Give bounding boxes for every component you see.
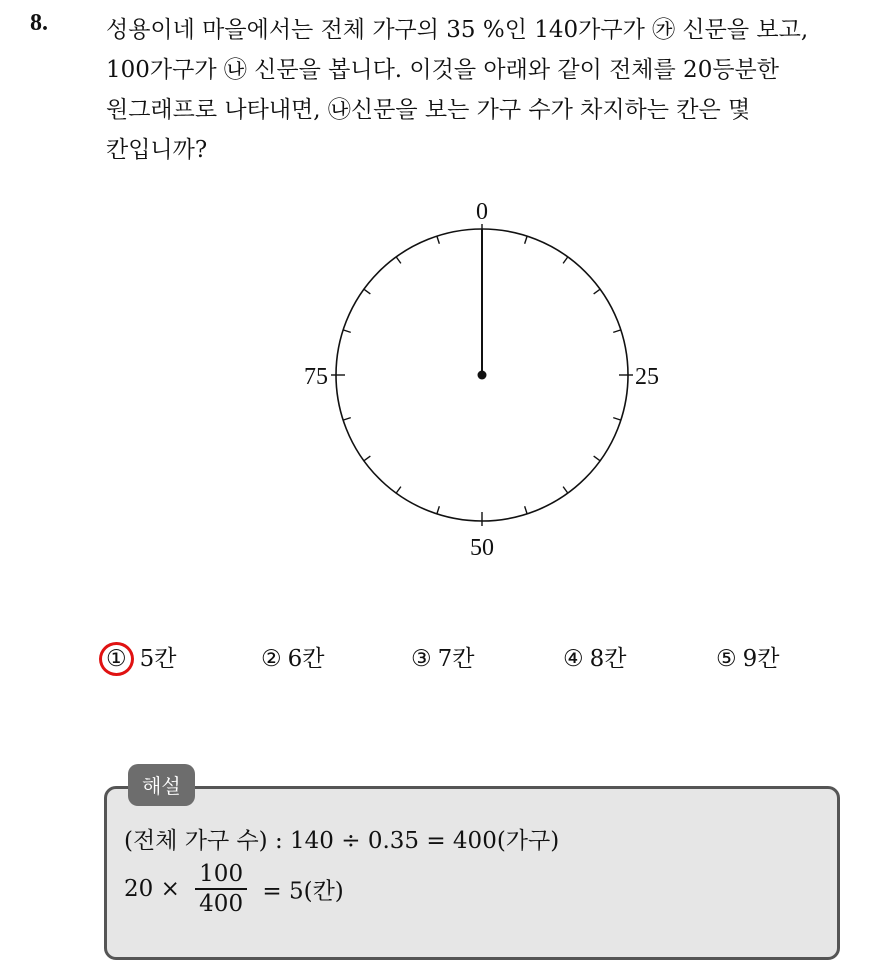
division-tick (613, 418, 621, 420)
solution-tab: 해설 (128, 764, 195, 806)
choice-mark: ② (261, 646, 282, 672)
fraction (195, 860, 247, 918)
choice-5[interactable] (716, 640, 779, 673)
fraction-denominator: 400 (199, 891, 244, 917)
scale-label: 50 (470, 535, 494, 561)
scale-label: 25 (635, 364, 659, 390)
division-tick (525, 506, 527, 514)
pie-chart-20-divisions (280, 190, 680, 580)
question-number: 8. (30, 10, 48, 36)
choice-2[interactable] (261, 640, 324, 673)
choice-label: 9칸 (742, 646, 780, 672)
division-tick (437, 506, 439, 514)
division-tick (594, 289, 600, 294)
division-tick (563, 487, 568, 493)
fraction-numerator: 100 (195, 860, 247, 890)
choice-mark: ⑤ (716, 646, 737, 672)
formula-result: = 5(칸) (262, 878, 344, 905)
division-tick (563, 257, 568, 263)
choice-label: 6칸 (287, 646, 325, 672)
center-dot (478, 371, 487, 380)
choice-mark: ① (99, 642, 134, 676)
division-tick (613, 330, 621, 332)
formula-prefix: 20 × (124, 876, 180, 902)
choice-mark: ③ (411, 646, 432, 672)
division-tick (364, 289, 370, 294)
division-tick (343, 330, 351, 332)
choice-1[interactable] (106, 640, 176, 676)
question-text (106, 10, 866, 170)
answer-choices (106, 640, 806, 680)
question-line: 100가구가 ㉯ 신문을 봅니다. 이것을 아래와 같이 전체를 20등분한 (106, 57, 779, 83)
choice-label: 8칸 (589, 646, 627, 672)
division-tick (343, 418, 351, 420)
choice-4[interactable] (563, 640, 626, 673)
division-tick (396, 487, 401, 493)
division-tick (594, 456, 600, 461)
division-tick (396, 257, 401, 263)
choice-3[interactable] (411, 640, 474, 673)
choice-mark: ④ (563, 646, 584, 672)
question-line: 원그래프로 나타내면, ㉯신문을 보는 가구 수가 차지하는 칸은 몇 (106, 97, 751, 123)
division-tick (525, 236, 527, 244)
scale-label: 75 (304, 364, 328, 390)
solution-line-2 (124, 860, 344, 920)
question-line: 칸입니까? (106, 137, 208, 163)
scale-label: 0 (476, 199, 488, 225)
division-tick (364, 456, 370, 461)
solution-line-1: (전체 가구 수) : 140 ÷ 0.35 = 400(가구) (124, 828, 560, 854)
question-line: 성용이네 마을에서는 전체 가구의 35 %인 140가구가 ㉮ 신문을 보고, (106, 17, 809, 43)
choice-label: 7칸 (437, 646, 475, 672)
division-tick (437, 236, 439, 244)
choice-label: 5칸 (139, 646, 177, 672)
